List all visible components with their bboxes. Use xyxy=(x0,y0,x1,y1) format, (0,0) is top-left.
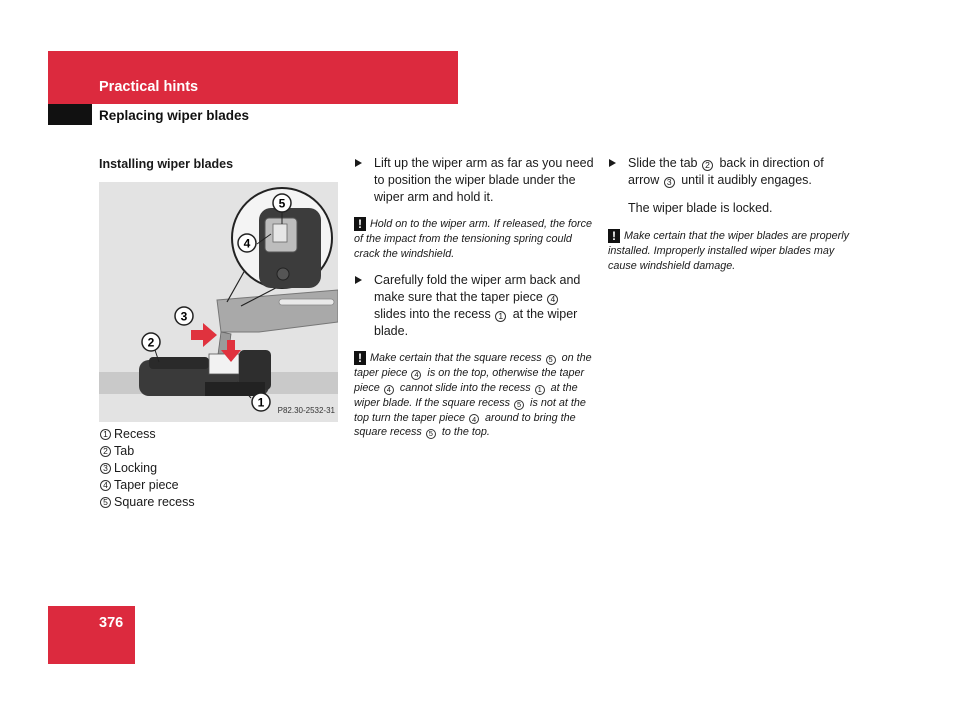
ref-number: 5 xyxy=(426,429,436,439)
ref-number: 4 xyxy=(547,294,558,305)
callout-2 xyxy=(142,333,160,351)
step-lift-arm xyxy=(354,155,594,206)
svg-text:1: 1 xyxy=(257,395,265,410)
wiper-illustration xyxy=(99,182,338,422)
legend-item xyxy=(99,443,339,460)
legend-item xyxy=(99,477,339,494)
column-3 xyxy=(608,155,853,284)
legend-number: 2 xyxy=(100,446,111,457)
ref-number: 5 xyxy=(546,355,556,365)
warning-text: around to bring the square recess xyxy=(354,411,576,439)
arrow-locking xyxy=(191,323,217,347)
header-marker xyxy=(48,104,92,125)
warning-text: to the top. xyxy=(441,426,490,439)
legend-item xyxy=(99,460,339,477)
installing-title: Installing wiper blades xyxy=(99,157,234,171)
warning-icon: ! xyxy=(354,217,366,231)
callout-3 xyxy=(175,307,193,325)
column-1 xyxy=(99,155,339,511)
warning-square-recess xyxy=(354,351,594,440)
ref-number: 5 xyxy=(514,400,524,410)
ref-number: 4 xyxy=(384,385,394,395)
legend-number: 3 xyxy=(100,463,111,474)
warning-text: at the wiper blade. If the square recess xyxy=(354,381,578,409)
callout-5 xyxy=(273,194,291,212)
arm-slot xyxy=(279,299,334,305)
svg-text:5: 5 xyxy=(278,196,286,211)
page-title: Replacing wiper blades xyxy=(99,108,250,123)
warning-text: is not at the top turn the taper piece xyxy=(354,396,586,424)
ref-number: 3 xyxy=(664,177,675,188)
step-fold-arm xyxy=(354,272,594,340)
legend-number: 1 xyxy=(100,429,111,440)
bullet-icon xyxy=(355,159,362,167)
legend-label: Recess xyxy=(114,427,156,441)
page-number: 376 xyxy=(99,615,124,631)
legend xyxy=(99,426,339,511)
legend-item xyxy=(99,426,339,443)
legend-item xyxy=(99,494,339,511)
step-text: at the wiper blade. xyxy=(374,307,578,339)
ref-number: 4 xyxy=(411,370,421,380)
legend-label: Taper piece xyxy=(114,478,179,492)
header-band xyxy=(48,51,458,104)
svg-text:2: 2 xyxy=(147,335,155,350)
result-text: The wiper blade is locked. xyxy=(628,201,773,215)
bullet-icon xyxy=(609,159,616,167)
step-slide-tab xyxy=(608,155,853,189)
warning-installation xyxy=(608,229,853,273)
step-text: back in direction of arrow xyxy=(628,156,824,187)
ref-number: 1 xyxy=(495,311,506,322)
zoom-square-recess xyxy=(273,224,287,242)
svg-text:3: 3 xyxy=(180,309,188,324)
legend-label: Tab xyxy=(114,444,135,458)
step-text: slides into the recess xyxy=(374,307,491,322)
column-2 xyxy=(354,155,594,451)
wiper-arm xyxy=(217,290,338,332)
wiper-figure xyxy=(99,182,338,422)
warning-text: Hold on to the wiper arm. If released, the force of the impact from the tensioning spring could crack the windshield. xyxy=(354,218,593,260)
section-title: Practical hints xyxy=(99,79,199,95)
callout-4 xyxy=(238,234,256,252)
warning-text: Make certain that the wiper blades are properly installed. Improperly installed wiper blades may cause windshield damage. xyxy=(608,230,850,272)
warning-icon: ! xyxy=(608,229,620,243)
warning-text: cannot slide into the recess xyxy=(399,381,531,394)
warning-hold-arm xyxy=(354,217,594,261)
warning-icon: ! xyxy=(354,351,366,365)
warning-text: on the taper piece xyxy=(354,352,592,380)
legend-number: 5 xyxy=(100,497,111,508)
bullet-icon xyxy=(355,276,362,284)
step-text: Lift up the wiper arm as far as you need to position the wiper blade under the wiper arm and hold it. xyxy=(374,156,594,204)
step-text: Slide the tab xyxy=(628,156,698,170)
zoom-line-1 xyxy=(227,270,245,302)
svg-text:4: 4 xyxy=(243,236,251,251)
legend-number: 4 xyxy=(100,480,111,491)
warning-text: is on the top, otherwise the taper piece xyxy=(354,367,585,394)
step-text: until it audibly engages. xyxy=(681,173,812,187)
step-text: Carefully fold the wiper arm back and make sure that the taper piece xyxy=(374,273,581,305)
ref-number: 2 xyxy=(702,160,713,171)
zoom-bolt xyxy=(277,268,289,280)
ref-number: 1 xyxy=(535,385,545,395)
legend-label: Square recess xyxy=(114,495,195,509)
figure-code: P82.30-2532-31 xyxy=(277,406,335,415)
legend-label: Locking xyxy=(114,461,158,475)
warning-text: Make certain that the square recess xyxy=(370,352,542,365)
ref-number: 4 xyxy=(469,414,479,424)
callout-1 xyxy=(252,393,270,411)
